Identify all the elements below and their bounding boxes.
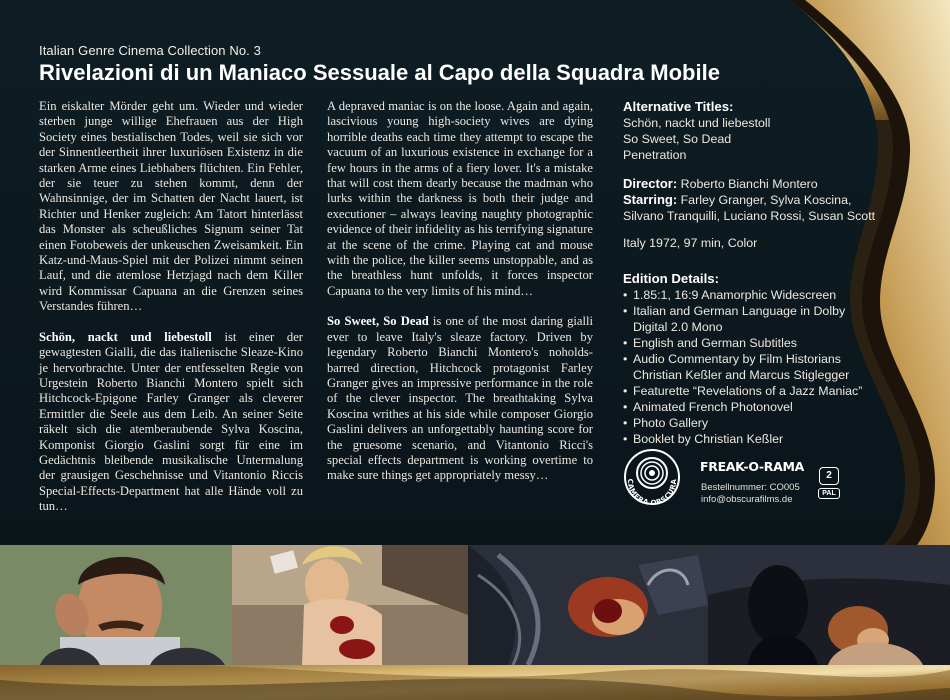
list-item: • Animated French Photonovel [623, 399, 883, 415]
edition-list [623, 287, 883, 447]
svg-text:CAMERA OBSCURA [626, 478, 678, 507]
region-code-icon [819, 467, 839, 485]
alt-title: Schön, nackt und liebestoll [623, 116, 771, 130]
publisher-logos [620, 447, 860, 517]
director-row [623, 176, 883, 192]
still-staircase-image [468, 545, 708, 665]
german-synopsis [39, 99, 303, 515]
alt-titles-heading: Alternative Titles: [623, 99, 734, 114]
camera-obscura-text: CAMERA OBSCURA [625, 478, 679, 508]
english-paragraph-2-text: is one of the most daring gialli ever to leave Italy's sleaze factory. Driven by legendary Roberto Bianchi Montero's noholds-barred direction, Hitchcock protagonist Farley Granger gives an impressive performance in the role of the clever inspector. The breathtaking Sylva Koscina writhes at his side while composer Giorgio Gaslini delivers an unforgettably haunting score for the gruesome scenario, and Vitantonio Ricci's special effects department is working overtime to make sure things get appropriately messy… [327, 314, 594, 483]
list-item: • 1.85:1, 16:9 Anamorphic Widescreen [623, 287, 883, 303]
pal-label: PAL [818, 488, 840, 499]
english-synopsis [327, 99, 593, 484]
german-paragraph-1: Ein eiskalter Mörder geht um. Wieder und wieder sterben junge willige Ehefrauen aus der High Society eines bestialischen Todes, weil sie sich vor der Sinnentleertheit ihrer luxuriösen Existenz in die starken Arme eines Liebhabers flüchten. Ein Fehler, der sie teuer zu stehen kommt, denn der Wahnsinnige, der im Schatten der Nacht lauert, ist Richter und Henker zugleich: Am Tatort hinterlässt das Monster als scheußliches Signum seiner Tat einen Fotobeweis der unkeuschen Zweisamkeit. Ein Katz-und-Maus-Spiel mit der Polizei nimmt seinen Lauf, und die atemlose Hetzjagd nach dem Killer wird Kommissar Capuana an die Grenzen seines Verstandes führen… [39, 99, 303, 314]
region-number: 2 [826, 470, 832, 481]
german-paragraph-2-text: ist einer der gewagtesten Gialli, die das italienische Sleaze-Kino je hervorbrachte. Unter der entfesselten Regie von Urgestein Roberto Bianchi Montero spielt sich Hitchcock-Epigone Farley Granger als cleverer Ermittler die Seele aus dem Leib. An seiner Seite räkelt sich die atemberaubende Sylva Koscina, Komponist Giorgio Gaslini sorgt für eine im Gedächtnis bleibende musikalische Untermalung der grausigen Geschehnisse und Vitantonio Riccis Special-Effects-Department hat alle Hände voll zu tun… [39, 329, 303, 514]
list-item: • Booklet by Christian Keßler [623, 431, 883, 447]
still-inspector-image [0, 545, 232, 665]
still-killer-image [708, 545, 950, 665]
german-title-bold: Schön, nackt und liebestoll [39, 329, 212, 344]
alt-title: So Sweet, So Dead [623, 132, 732, 146]
starring-row [623, 192, 883, 224]
alternative-titles [623, 99, 883, 163]
english-paragraph-2 [327, 314, 593, 483]
list-item: • Italian and German Language in Dolby Digital 2.0 Mono [623, 303, 883, 335]
film-info [623, 99, 883, 447]
director-value: Roberto Bianchi Montero [677, 177, 818, 191]
director-label: Director: [623, 176, 678, 191]
header [39, 43, 839, 86]
camera-obscura-logo [620, 447, 684, 511]
order-number: Bestellnummer: CO005 [701, 482, 800, 493]
series-label: Italian Genre Cinema Collection No. 3 [39, 43, 261, 58]
film-stills-strip [0, 545, 950, 665]
edition-details [623, 271, 883, 447]
release-info: Italy 1972, 97 min, Color [623, 236, 758, 250]
region-pal-badge [818, 467, 840, 499]
freakorama-logo: FREAK-O-RAMA [700, 459, 805, 474]
starring-value: Farley Granger, Sylva Koscina, Silvano Tranquilli, Luciano Rossi, Susan Scott [623, 193, 876, 223]
list-item: • English and German Subtitles [623, 335, 883, 351]
list-item: • Audio Commentary by Film Historians Christian Keßler and Marcus Stiglegger [623, 351, 883, 383]
contact-info [701, 482, 800, 506]
german-paragraph-2 [39, 330, 303, 515]
english-title-bold: So Sweet, So Dead [327, 314, 429, 329]
list-item: • Featurette “Revelations of a Jazz Maniac” [623, 383, 883, 399]
starring-label: Starring: [623, 192, 678, 207]
email-address: info@obscurafilms.de [701, 494, 793, 505]
page-title: Rivelazioni di un Maniaco Sessuale al Capo della Squadra Mobile [39, 60, 720, 85]
still-victim-image [232, 545, 468, 665]
credits [623, 176, 883, 224]
list-item: • Photo Gallery [623, 415, 883, 431]
english-paragraph-1: A depraved maniac is on the loose. Again and again, lascivious young high-society wives are dying horrible deaths each time they attempt to escape the vacuum of an luxurious existence in exchange for a few hours in the arms of a fiery lover. It's a mistake that will cost them dearly because the madman who lurks within the darkness is both their judge and executioner – always leaving naughty photographic evidence of their infidelity as his terrifying signature at the scene of the crime. Playing cat and mouse with the police, the killer seems unstoppable, and as the breathless hunt unfolds, it forces inspector Capuana to the very limits of his mind… [327, 99, 593, 298]
alt-title: Penetration [623, 148, 687, 162]
edition-heading: Edition Details: [623, 271, 719, 286]
